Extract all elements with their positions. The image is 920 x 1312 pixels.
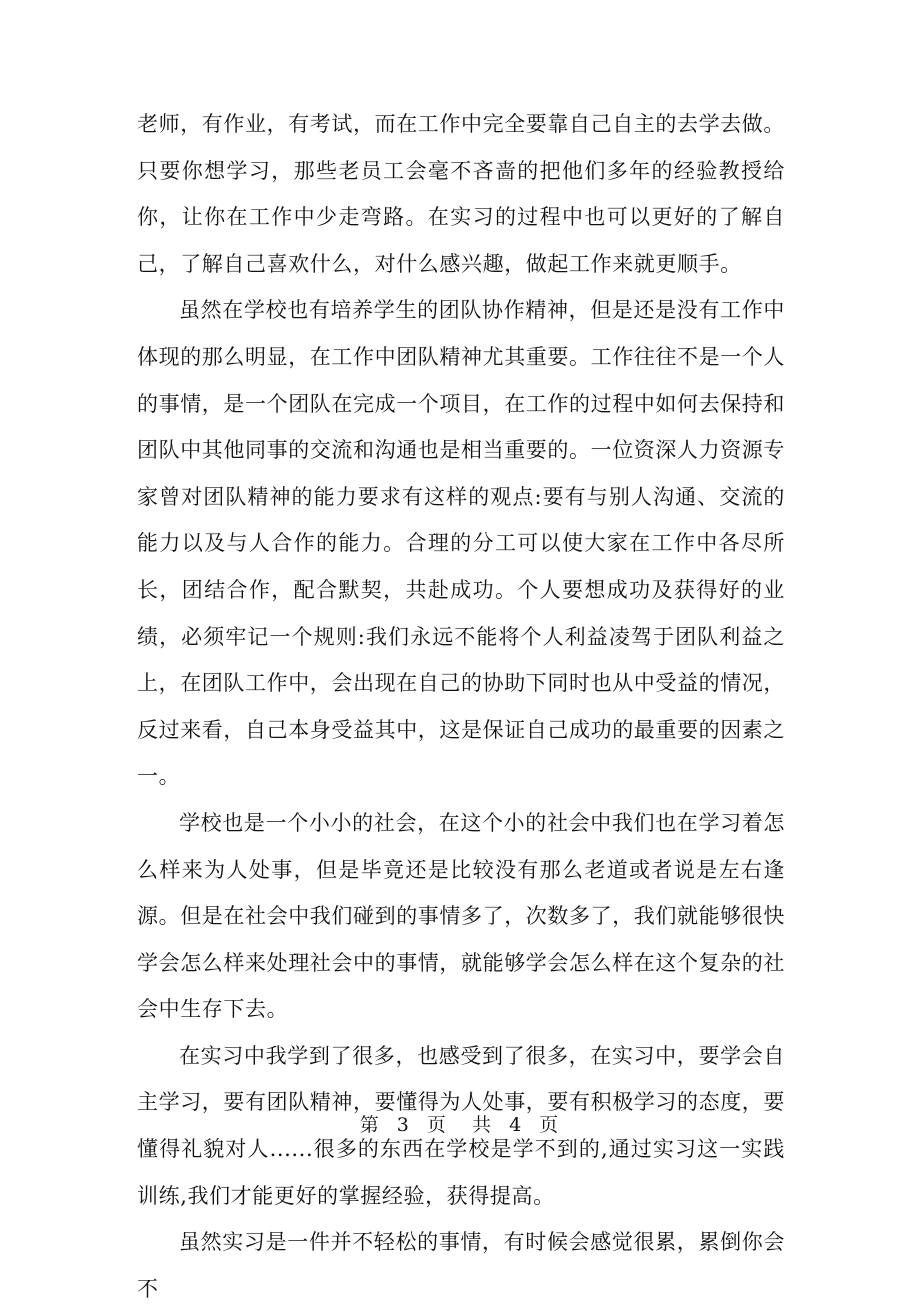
paragraph-5: 虽然实习是一件并不轻松的事情，有时候会感觉很累，累倒你会不 xyxy=(137,1230,785,1301)
footer-total-word: 共 xyxy=(472,1114,494,1136)
footer-page-word: 页 xyxy=(426,1114,448,1136)
footer-current-page: 3 xyxy=(396,1114,411,1136)
paragraph-4: 在实习中我学到了很多，也感受到了很多，在实习中，要学会自主学习，要有团队精神，要懂得为人处事，要有积极学习的态度，要懂得礼貌对人......很多的东西在学校是学不到的,通过实习这一实践训练,我们才能更好的掌握经验，获得提高。 xyxy=(137,1043,785,1208)
paragraph-3: 学校也是一个小小的社会，在这个小的社会中我们也在学习着怎么样来为人处事，但是毕竟还是比较没有那么老道或者说是左右逢源。但是在社会中我们碰到的事情多了，次数多了，我们就能够很快学会怎么样来处理社会中的事情，就能够学会怎么样在这个复杂的社会中生存下去。 xyxy=(137,810,785,1022)
footer-total-pages: 4 xyxy=(509,1114,524,1136)
footer-suffix: 页 xyxy=(539,1114,561,1136)
footer-prefix: 第 xyxy=(359,1114,381,1136)
page-footer xyxy=(0,1110,920,1137)
paragraph-2: 虽然在学校也有培养学生的团队协作精神，但是还是没有工作中体现的那么明显，在工作中团队精神尤其重要。工作往往不是一个人的事情，是一个团队在完成一个项目，在工作的过程中如何去保持和团队中其他同事的交流和沟通也是相当重要的。一位资深人力资源专家曾对团队精神的能力要求有这样的观点:要有与别人沟通、交流的能力以及与人合作的能力。合理的分工可以使大家在工作中各尽所长，团结合作，配合默契，共赴成功。个人要想成功及获得好的业绩，必须牢记一个规则:我们永远不能将个人利益凌驾于团队利益之上，在团队工作中，会出现在自己的协助下同时也从中受益的情况，反过来看，自己本身受益其中，这是保证自己成功的最重要的因素之一。 xyxy=(137,298,785,789)
paragraph-1: 老师，有作业，有考试，而在工作中完全要靠自己自主的去学去做。只要你想学习，那些老员工会毫不吝啬的把他们多年的经验教授给你，让你在工作中少走弯路。在实习的过程中也可以更好的了解自己，了解自己喜欢什么，对什么感兴趣，做起工作来就更顺手。 xyxy=(137,112,785,276)
